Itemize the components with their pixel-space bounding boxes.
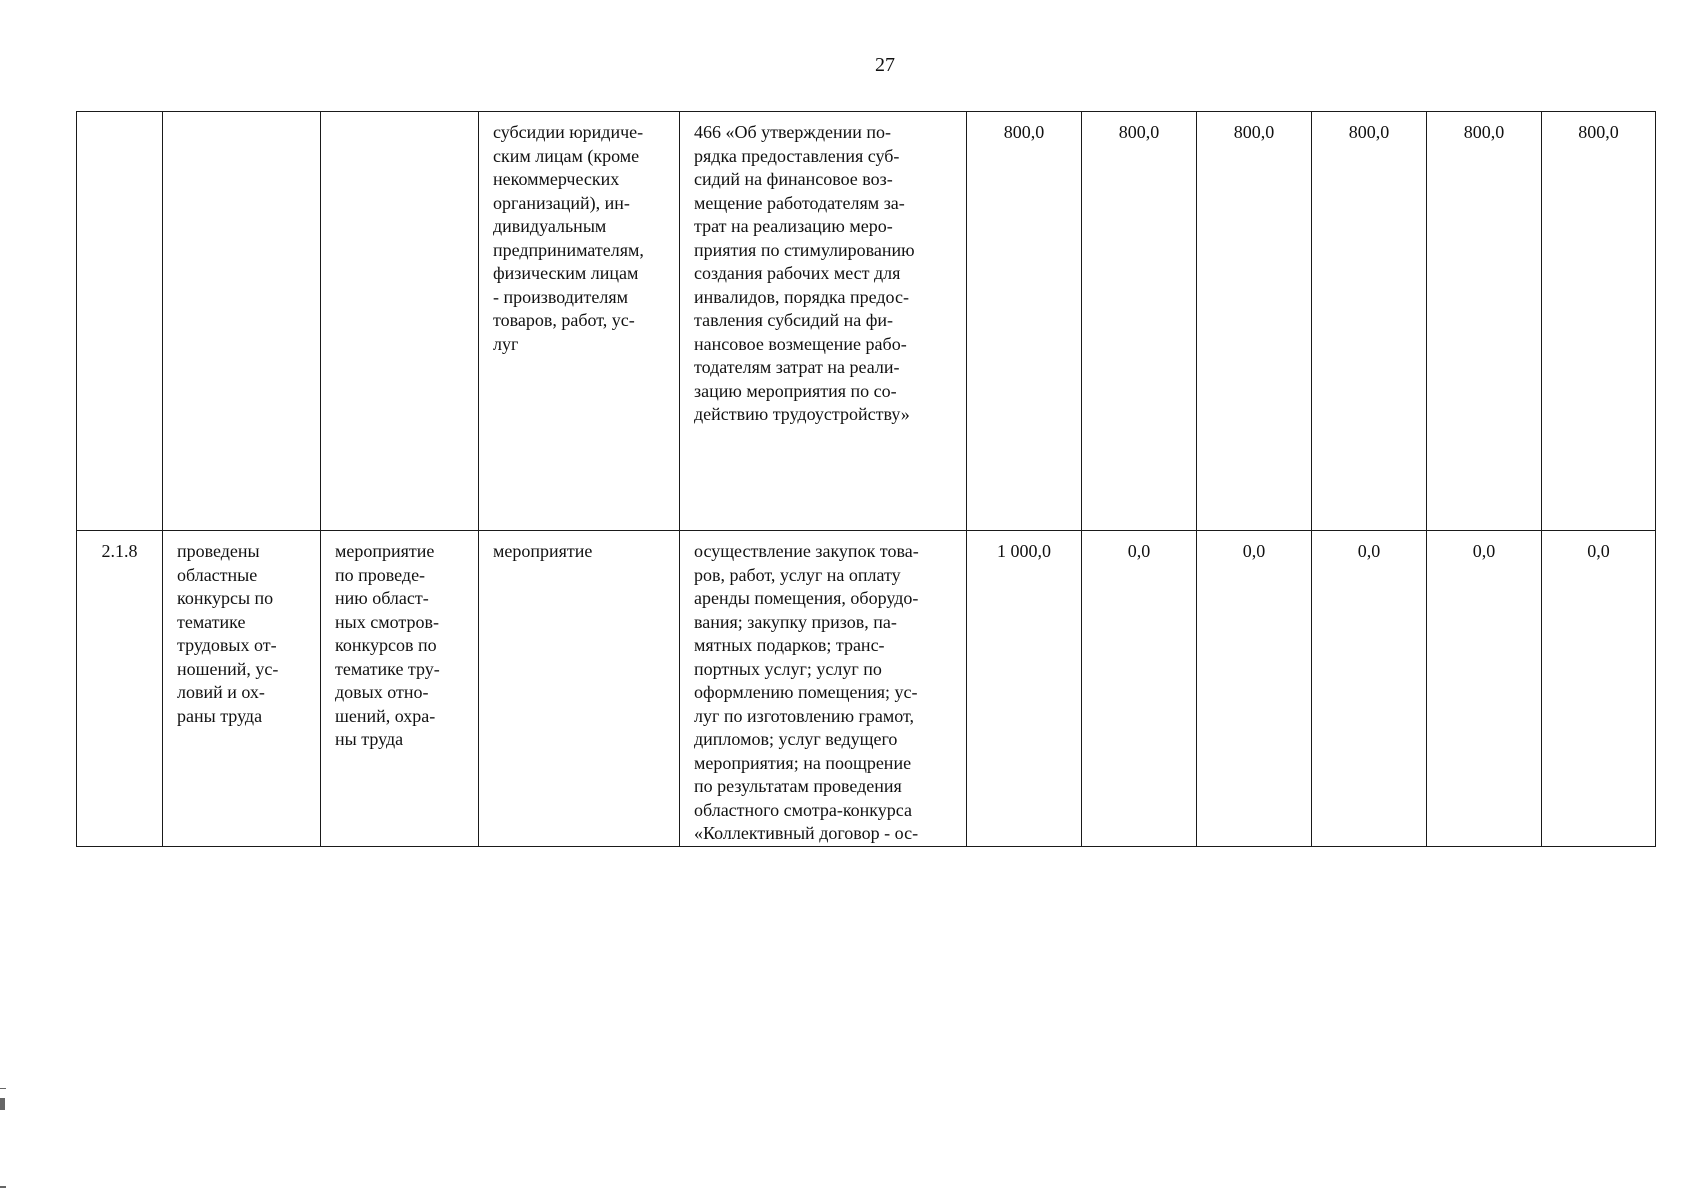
cell-value: 800,0	[1197, 112, 1312, 531]
cell-value: 0,0	[1197, 531, 1312, 847]
cell-type: субсидии юридиче- ским лицам (кроме некоммерческих организаций), ин- дивидуальным предпринимателям, физическим лицам - производителям товаров, работ, ус- луг	[479, 112, 680, 531]
cell-event: мероприятие по проведе- нию област- ных смотров- конкурсов по тематике тру- довых отно- шений, охра- ны труда	[321, 531, 479, 847]
cell-type: мероприятие	[479, 531, 680, 847]
cell-value: 0,0	[1542, 531, 1656, 847]
cell-value: 1 000,0	[967, 531, 1082, 847]
scan-margin-mark	[0, 1088, 6, 1089]
program-table	[76, 111, 1656, 847]
scan-margin-mark	[0, 1098, 5, 1110]
cell-description: 466 «Об утверждении по- рядка предоставления суб- сидий на финансовое воз- мещение работодателям за- трат на реализацию меро- приятия по стимулированию создания рабочих мест для инвалидов, порядка предос- тавления субсидий на фи- нансовое возмещение рабо- тодателям затрат на реали- зацию мероприятия по со- действию трудоустройству»	[680, 112, 967, 531]
cell-event	[321, 112, 479, 531]
cell-value: 800,0	[1542, 112, 1656, 531]
cell-value: 800,0	[1427, 112, 1542, 531]
cell-description: осуществление закупок това- ров, работ, услуг на оплату аренды помещения, оборудо- вания; закупку призов, па- мятных подарков; транс- портных услуг; услуг по оформлению помещения; ус- луг по изготовлению грамот, дипломов; услуг ведущего мероприятия; на поощрение по результатам проведения областного смотра-конкурса «Коллективный договор - ос-	[680, 531, 967, 847]
cell-result	[163, 112, 321, 531]
cell-result: проведены областные конкурсы по тематике трудовых от- ношений, ус- ловий и ох- раны труда	[163, 531, 321, 847]
cell-value: 0,0	[1082, 531, 1197, 847]
cell-value: 800,0	[967, 112, 1082, 531]
cell-code: 2.1.8	[77, 531, 163, 847]
cell-value: 0,0	[1427, 531, 1542, 847]
page-number: 27	[875, 54, 895, 76]
cell-code	[77, 112, 163, 531]
scan-margin-mark	[0, 1186, 6, 1188]
cell-value: 800,0	[1312, 112, 1427, 531]
cell-value: 800,0	[1082, 112, 1197, 531]
table-row	[77, 531, 1656, 847]
cell-value: 0,0	[1312, 531, 1427, 847]
table-row	[77, 112, 1656, 531]
